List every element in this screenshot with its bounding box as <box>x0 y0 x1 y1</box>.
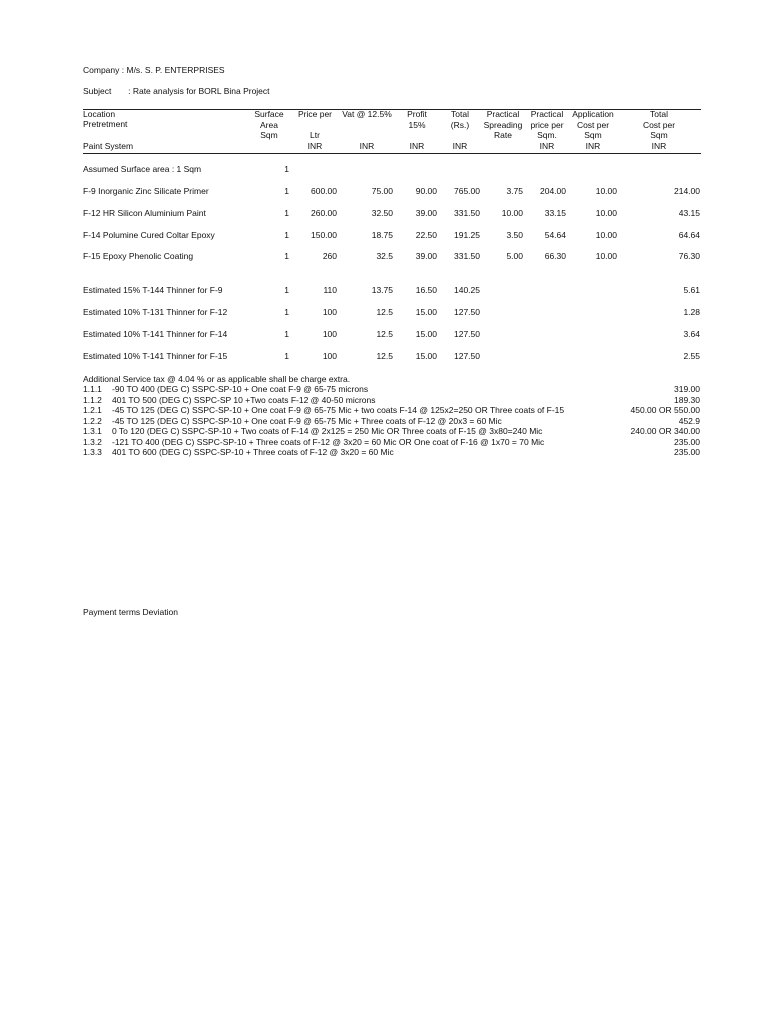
thinner-price: 100 <box>322 329 337 339</box>
thinner-profit: 15.00 <box>415 307 437 317</box>
header-total-cost: Total Cost per Sqm INR <box>642 109 676 151</box>
system-description: 401 TO 600 (DEG C) SSPC-SP-10 + Three coats of F-12 @ 3x20 = 60 Mic <box>112 447 394 457</box>
row-total: 765.00 <box>454 186 480 196</box>
thinner-total: 127.50 <box>454 329 480 339</box>
row-price: 600.00 <box>311 186 337 196</box>
header-bottom-rule <box>83 153 701 154</box>
row-area: 1 <box>284 208 289 218</box>
thinner-vat: 12.5 <box>376 307 393 317</box>
row-total-cost: 64.64 <box>678 230 700 240</box>
header-price-per: Price per Ltr INR <box>297 109 332 151</box>
thinner-price: 100 <box>322 307 337 317</box>
thinner-name: Estimated 10% T-131 Thinner for F-12 <box>83 307 228 317</box>
row-price: 260 <box>322 251 337 261</box>
row-spreading: 10.00 <box>501 208 523 218</box>
thinner-total-cost: 5.61 <box>683 285 700 295</box>
thinner-vat: 13.75 <box>371 285 393 295</box>
system-number: 1.1.2 <box>83 395 102 405</box>
thinner-area: 1 <box>284 307 289 317</box>
thinner-profit: 15.00 <box>415 329 437 339</box>
thinner-total-cost: 3.64 <box>683 329 700 339</box>
header-profit: Profit 15% INR <box>407 109 427 151</box>
system-value: 235.00 <box>674 437 700 447</box>
system-value: 452.9 <box>678 416 700 426</box>
thinner-area: 1 <box>284 285 289 295</box>
thinner-total: 127.50 <box>454 351 480 361</box>
row-name: F-14 Polumine Cured Coltar Epoxy <box>83 230 215 240</box>
thinner-name: Estimated 10% T-141 Thinner for F-15 <box>83 351 228 361</box>
row-application: 10.00 <box>595 208 617 218</box>
row-application: 10.00 <box>595 251 617 261</box>
system-value: 235.00 <box>674 447 700 457</box>
row-area: 1 <box>284 186 289 196</box>
row-profit: 39.00 <box>415 251 437 261</box>
row-practical-price: 66.30 <box>544 251 566 261</box>
row-spreading: 3.75 <box>506 186 523 196</box>
row-practical-price: 33.15 <box>544 208 566 218</box>
thinner-name: Estimated 10% T-141 Thinner for F-14 <box>83 329 228 339</box>
system-description: 0 To 120 (DEG C) SSPC-SP-10 + Two coats of F-14 @ 2x125 = 250 Mic OR Three coats of F-15 @ 3x80=240 Mic <box>112 426 543 436</box>
thinner-area: 1 <box>284 329 289 339</box>
row-total-cost: 214.00 <box>674 186 700 196</box>
system-number: 1.2.1 <box>83 405 102 415</box>
system-number: 1.3.1 <box>83 426 102 436</box>
company-line <box>83 65 225 76</box>
thinner-total: 127.50 <box>454 307 480 317</box>
row-area: 1 <box>284 251 289 261</box>
row-profit: 39.00 <box>415 208 437 218</box>
row-area: 1 <box>284 230 289 240</box>
header-spreading-rate: Practical Spreading Rate <box>483 109 523 140</box>
subject-label: Subject <box>83 86 112 96</box>
thinner-price: 100 <box>322 351 337 361</box>
row-profit: 22.50 <box>415 230 437 240</box>
company-label: Company <box>83 65 120 75</box>
system-number: 1.2.2 <box>83 416 102 426</box>
header-surface-area: Surface Area Sqm <box>254 109 284 140</box>
row-vat: 32.5 <box>376 251 393 261</box>
header-pretretment: Pretretment <box>83 119 128 129</box>
subject-value: : Rate analysis for BORL Bina Project <box>128 86 270 96</box>
row-total: 331.50 <box>454 208 480 218</box>
row-total: 331.50 <box>454 251 480 261</box>
row-total-cost: 43.15 <box>678 208 700 218</box>
thinner-name: Estimated 15% T-144 Thinner for F-9 <box>83 285 223 295</box>
system-value: 189.30 <box>674 395 700 405</box>
header-practical-price: Practical price per Sqm. INR <box>530 109 564 151</box>
thinner-profit: 15.00 <box>415 351 437 361</box>
row-price: 260.00 <box>311 208 337 218</box>
thinner-total-cost: 2.55 <box>683 351 700 361</box>
system-value: 450.00 OR 550.00 <box>630 405 700 415</box>
row-spreading: 3.50 <box>506 230 523 240</box>
thinner-vat: 12.5 <box>376 329 393 339</box>
system-value: 240.00 OR 340.00 <box>630 426 700 436</box>
system-description: -45 TO 125 (DEG C) SSPC-SP-10 + One coat F-9 @ 65-75 Mic + Three coats of F-12 @ 20x3 = 60 Mic <box>112 416 502 426</box>
system-value: 319.00 <box>674 384 700 394</box>
row-vat: 32.50 <box>371 208 393 218</box>
payment-terms-deviation: Payment terms Deviation <box>83 607 178 617</box>
thinner-total: 140.25 <box>454 285 480 295</box>
system-description: -121 TO 400 (DEG C) SSPC-SP-10 + Three coats of F-12 @ 3x20 = 60 Mic OR One coat of F-16 @ 1x70 = 70 Mic <box>112 437 545 447</box>
row-vat: 75.00 <box>371 186 393 196</box>
header-vat: Vat @ 12.5% INR <box>342 109 392 151</box>
row-application: 10.00 <box>595 186 617 196</box>
service-tax-note: Additional Service tax @ 4.04 % or as applicable shall be charge extra. <box>83 374 351 384</box>
thinner-area: 1 <box>284 351 289 361</box>
row-spreading: 5.00 <box>506 251 523 261</box>
row-total-cost: 76.30 <box>678 251 700 261</box>
subject-line <box>83 86 270 97</box>
header-location: Location <box>83 109 116 119</box>
assumed-area-label: Assumed Surface area : 1 Sqm <box>83 164 202 174</box>
system-number: 1.1.1 <box>83 384 102 394</box>
row-name: F-12 HR Silicon Aluminium Paint <box>83 208 206 218</box>
row-name: F-15 Epoxy Phenolic Coating <box>83 251 194 261</box>
company-value: : M/s. S. P. ENTERPRISES <box>121 65 225 75</box>
row-price: 150.00 <box>311 230 337 240</box>
thinner-price: 110 <box>323 285 337 295</box>
assumed-area-value: 1 <box>284 164 289 174</box>
header-application-cost: Application Cost per Sqm INR <box>572 109 614 151</box>
row-profit: 90.00 <box>415 186 437 196</box>
header-paint-system: Paint System <box>83 141 134 151</box>
system-number: 1.3.3 <box>83 447 102 457</box>
system-description: -45 TO 125 (DEG C) SSPC-SP-10 + One coat F-9 @ 65-75 Mic + two coats F-14 @ 125x2=250 OR Three coats of F-15 <box>112 405 565 415</box>
thinner-profit: 16.50 <box>415 285 437 295</box>
row-total: 191.25 <box>454 230 480 240</box>
system-description: -90 TO 400 (DEG C) SSPC-SP-10 + One coat F-9 @ 65-75 microns <box>112 384 369 394</box>
thinner-vat: 12.5 <box>376 351 393 361</box>
row-practical-price: 54.64 <box>544 230 566 240</box>
thinner-total-cost: 1.28 <box>683 307 700 317</box>
system-number: 1.3.2 <box>83 437 102 447</box>
row-application: 10.00 <box>595 230 617 240</box>
row-practical-price: 204.00 <box>540 186 566 196</box>
system-description: 401 TO 500 (DEG C) SSPC-SP 10 +Two coats F-12 @ 40-50 microns <box>112 395 376 405</box>
row-vat: 18.75 <box>371 230 393 240</box>
row-name: F-9 Inorganic Zinc Silicate Primer <box>83 186 209 196</box>
header-total: Total (Rs.) INR <box>450 109 470 151</box>
